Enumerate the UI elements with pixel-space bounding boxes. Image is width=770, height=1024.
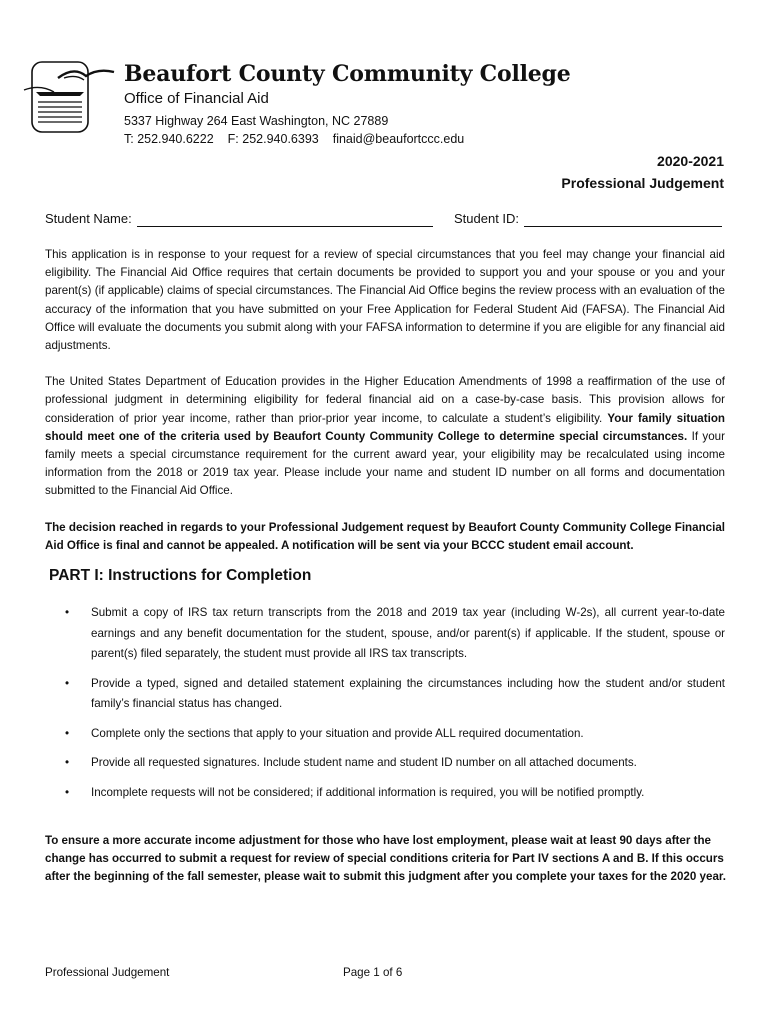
- student-name-label: Student Name:: [45, 211, 132, 226]
- bullet-icon: •: [65, 756, 70, 769]
- office-name: Office of Financial Aid: [124, 90, 269, 107]
- list-item-text: Provide all requested signatures. Include student name and student ID number on all attached documents.: [91, 756, 637, 769]
- list-item: [45, 753, 725, 774]
- letterhead: [124, 60, 571, 148]
- section-heading: PART I: Instructions for Completion: [49, 567, 312, 584]
- professional-judgment-paragraph: [45, 373, 725, 500]
- income-adjustment-note: To ensure a more accurate income adjustment for those who have lost employment, please wait at least 90 days after the change has occurred to submit a request for review of special conditions criteria for Part IV sections A and B. If this occurs after the beginning of the fall semester, please wait to submit this judgment after you complete your taxes for the 2020 year.: [45, 834, 726, 884]
- paragraph-emphasis: Your family situation should meet one of the criteria used by Beaufort County Community College to determine special circumstances.: [45, 411, 725, 443]
- college-name: Beaufort County Community College: [124, 61, 571, 87]
- student-id-field[interactable]: [524, 226, 722, 227]
- list-item-text: Incomplete requests will not be considered; if additional information is required, you will be notified promptly.: [91, 785, 645, 799]
- bullet-icon: •: [65, 785, 70, 799]
- intro-paragraph: This application is in response to your request for a review of special circumstances that you feel may change your financial aid eligibility. The Financial Aid Office requires that certain documents be provided to support you and your spouse or you and your parent(s) (if applicable) claims of special circumstances. The Financial Aid Office begins the review process with an evaluation of the accuracy of the information that you have submitted on your Free Application for Federal Student Aid (FAFSA). The Financial Aid Office will evaluate the documents you submit along with your FAFSA information to determine if you are eligible for any financial aid adjustments.: [45, 248, 725, 353]
- fax-number: F: 252.940.6393: [227, 132, 319, 146]
- student-id-label: Student ID:: [454, 211, 520, 226]
- list-item: [45, 724, 725, 745]
- list-item: [45, 674, 725, 715]
- bullet-icon: •: [65, 606, 70, 619]
- office-address: 5337 Highway 264 East Washington, NC 27889: [124, 114, 389, 128]
- bullet-icon: •: [65, 726, 70, 740]
- footer-title: Professional Judgement: [45, 966, 170, 979]
- list-item-text: Complete only the sections that apply to your situation and provide ALL required documentation.: [91, 726, 584, 740]
- list-item: [45, 603, 725, 665]
- email-address: finaid@beaufortccc.edu: [332, 132, 465, 146]
- contact-line: [124, 130, 571, 148]
- page-number: Page 1 of 6: [343, 966, 403, 979]
- student-name-field[interactable]: [137, 226, 433, 227]
- decision-paragraph: [45, 519, 725, 555]
- intro-text: [45, 246, 725, 573]
- list-item-text: Submit a copy of IRS tax return transcripts from the 2018 and 2019 tax year (including W-2s), all current year-to-date earnings and any benefit documentation for the student, spouse, and/or parent(s) if applicable. If the student, spouse or parent(s) filed separately, the student must provide all IRS tax transcripts.: [91, 606, 725, 660]
- award-year: 2020-2021: [657, 153, 724, 169]
- instructions-list: [45, 603, 725, 812]
- college-logo-icon: [20, 56, 116, 138]
- list-item: [45, 783, 725, 804]
- list-item-text: Provide a typed, signed and detailed statement explaining the circumstances including how the student and/or student family’s financial status has changed.: [91, 676, 725, 710]
- document-title: Professional Judgement: [561, 175, 724, 191]
- document-heading: [561, 150, 724, 194]
- phone-number: T: 252.940.6222: [124, 132, 214, 146]
- paragraph-text-end: If your family meets a special circumstance requirement for the current award year, your eligibility may be recalculated using income information from the 2018 or 2019 tax year. Please include your name and student ID number on all forms and documentation submitted to the Financial Aid Office.: [45, 429, 725, 498]
- student-info-line: [45, 211, 725, 231]
- bullet-icon: •: [65, 676, 70, 690]
- paragraph-text: The United States Department of Education provides in the Higher Education Amendments of 1998 a reaffirmation of the use of professional judgment in determining eligibility for federal financial aid on a case-by-case basis. This provision allows for consideration of prior year income, rather than prior-prior year income, to calculate a student’s eligibility.: [45, 375, 725, 425]
- decision-text: The decision reached in regards to your Professional Judgement request by Beaufort County Community College Financial Aid Office is final and cannot be appealed. A notification will be sent via your BCCC student email account.: [45, 520, 725, 552]
